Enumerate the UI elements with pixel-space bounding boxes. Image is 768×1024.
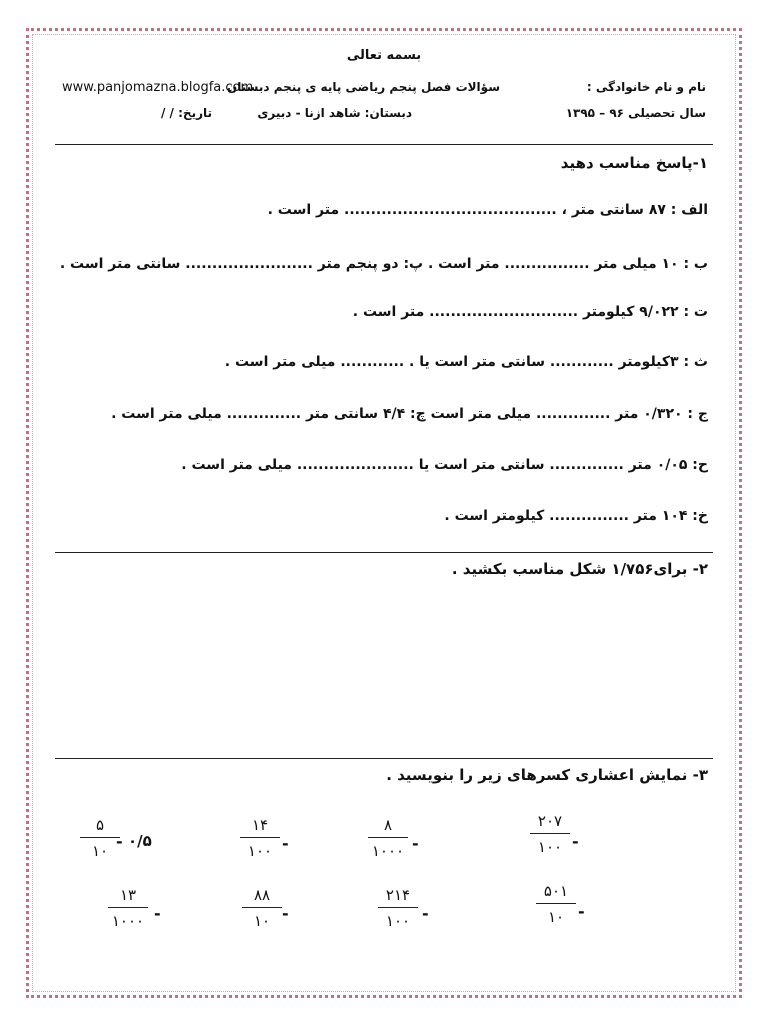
q3-title: ۳- نمایش اعشاری کسرهای زیر را بنویسید . <box>386 766 708 784</box>
fraction <box>536 882 576 926</box>
numerator: ۸ <box>383 816 393 834</box>
denominator: ۱۰۰ <box>385 912 411 930</box>
fraction <box>530 812 570 856</box>
fraction-bar <box>108 907 148 908</box>
numerator: ۵۰۱ <box>543 882 569 900</box>
fraction-bar <box>368 837 408 838</box>
fraction-bar <box>378 907 418 908</box>
date-field: تاریخ: / / <box>161 106 212 120</box>
answer-dash: - <box>572 832 579 851</box>
q1-line-be-pe: ب : ۱۰ میلی متر ................ متر است . پ: دو پنجم متر ........................ سانتی متر است . <box>59 256 708 272</box>
fraction <box>240 816 280 860</box>
answer-dash: - <box>116 832 123 851</box>
denominator: ۱۰۰۰ <box>371 842 405 860</box>
answer-dash: - <box>412 834 419 853</box>
numerator: ۲۰۷ <box>537 812 563 830</box>
answer-dash: - <box>282 834 289 853</box>
answer-dash: - <box>282 904 289 923</box>
denominator: ۱۰۰ <box>537 838 563 856</box>
q1-line-khe: خ: ۱۰۴ متر ............... کیلومتر است . <box>444 508 708 524</box>
q1-line-jim-che: ج : ۰/۳۲۰ متر .............. میلی متر است چ: ۴/۴ سانتی متر .............. میلی متر است . <box>111 406 708 422</box>
numerator: ۵ <box>95 816 105 834</box>
exam-title: سؤالات فصل پنجم ریاضی پایه ی پنجم دبستان <box>227 80 500 94</box>
q1-line-he: ح: ۰/۰۵ متر .............. سانتی متر است یا ...................... میلی متر است . <box>181 457 708 473</box>
q1-title: ۱-پاسخ مناسب دهید <box>560 154 708 172</box>
fraction-bar <box>530 833 570 834</box>
page-title: بسمه تعالی <box>346 48 422 63</box>
answer-dash: - <box>422 904 429 923</box>
denominator: ۱۰ <box>547 908 565 926</box>
denominator: ۱۰۰۰ <box>111 912 145 930</box>
school-year: سال تحصیلی ۹۶ – ۱۳۹۵ <box>565 106 706 120</box>
numerator: ۲۱۴ <box>385 886 411 904</box>
answer-dash: - <box>154 904 161 923</box>
fraction <box>368 816 408 860</box>
fraction <box>108 886 148 930</box>
fraction-bar <box>536 903 576 904</box>
numerator: ۸۸ <box>253 886 271 904</box>
denominator: ۱۰ <box>91 842 109 860</box>
example-answer: ۰/۵ <box>128 832 152 850</box>
q1-line-se: ث : ۳کیلومتر ............ سانتی متر است یا . ............ میلی متر است . <box>224 354 708 370</box>
fraction <box>378 886 418 930</box>
q1-line-alef: الف : ۸۷ سانتی متر ، ........................................ متر است . <box>267 202 708 218</box>
website-text: www.panjomazna.blogfa.com <box>62 80 254 95</box>
denominator: ۱۰ <box>253 912 271 930</box>
fraction-bar <box>80 837 120 838</box>
school-name: دبستان: شاهد ازنا - دبیری <box>257 106 412 120</box>
fraction-bar <box>240 837 280 838</box>
q1-line-te: ت : ۹/۰۲۲ کیلومتر ............................ متر است . <box>352 304 708 320</box>
q2-title: ۲- برای۱/۷۵۶ شکل مناسب بکشید . <box>451 560 708 578</box>
fraction-bar <box>242 907 282 908</box>
fraction <box>80 816 120 860</box>
answer-dash: - <box>578 902 585 921</box>
numerator: ۱۳ <box>119 886 137 904</box>
q2-divider <box>55 758 713 759</box>
q1-divider <box>55 552 713 553</box>
numerator: ۱۴ <box>251 816 269 834</box>
name-label: نام و نام خانوادگی : <box>586 80 706 94</box>
fraction <box>242 886 282 930</box>
denominator: ۱۰۰ <box>247 842 273 860</box>
header-divider <box>55 144 713 145</box>
